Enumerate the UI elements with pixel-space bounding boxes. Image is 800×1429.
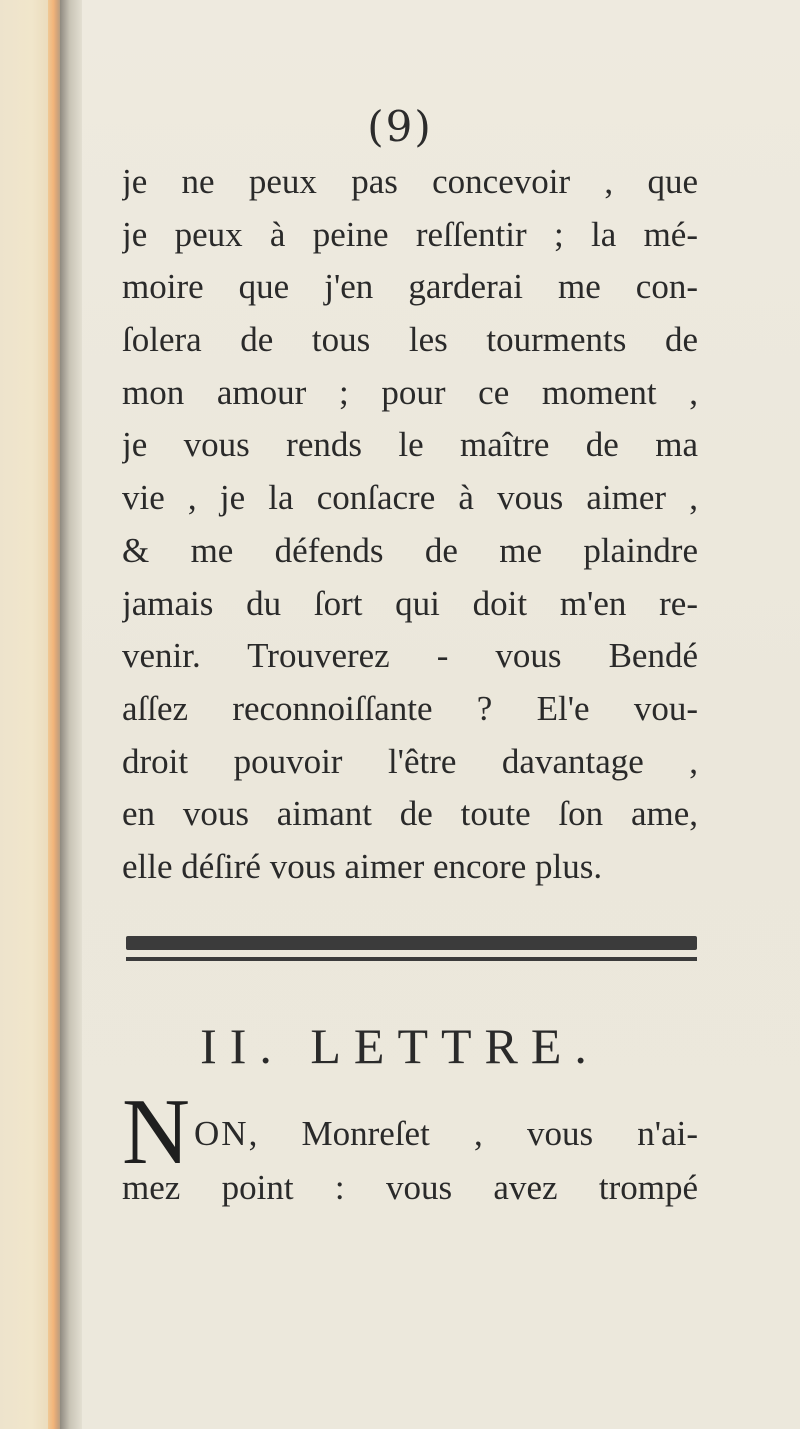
gutter-shadow — [60, 0, 82, 1429]
divider-thick-line — [126, 936, 697, 950]
text-line: aſſez reconnoiſſante ? El'e vou- — [122, 688, 698, 728]
first-line-small-caps: ON — [194, 1114, 249, 1153]
letter-first-line — [194, 1107, 698, 1161]
text-line: venir. Trouverez - vous Bendé — [122, 636, 698, 676]
text-line: moire que j'en garderai me con- — [122, 267, 698, 307]
divider-thin-line — [126, 957, 697, 961]
text-line: ſolera de tous les tourments de — [122, 320, 698, 360]
letter-second-line: mez point : vous avez trompé — [122, 1168, 698, 1207]
body-text — [122, 152, 698, 890]
text-line: vie , je la conſacre à vous aimer , — [122, 478, 698, 518]
text-line: en vous aimant de toute ſon ame, — [122, 794, 698, 834]
text-line: elle déſiré vous aimer encore plus. — [122, 846, 603, 886]
page-edge — [48, 0, 60, 1429]
page-number: (9) — [367, 102, 433, 151]
text-line: droit pouvoir l'être davantage , — [122, 741, 698, 781]
section-heading: II. LETTRE. — [200, 1018, 600, 1074]
first-line-text: , Monreſet , vous n'ai- — [248, 1114, 698, 1153]
text-line: jamais du ſort qui doit m'en re- — [122, 583, 698, 623]
drop-cap: N — [122, 1080, 190, 1184]
section-divider-rule — [126, 936, 697, 966]
text-line: mon amour ; pour ce moment , — [122, 372, 698, 412]
text-line: je peux à peine reſſentir ; la mé- — [122, 214, 698, 254]
text-line: & me défends de me plaindre — [122, 530, 698, 570]
text-line: je vous rends le maître de ma — [122, 425, 698, 465]
text-line: je ne peux pas concevoir , que — [122, 162, 698, 201]
